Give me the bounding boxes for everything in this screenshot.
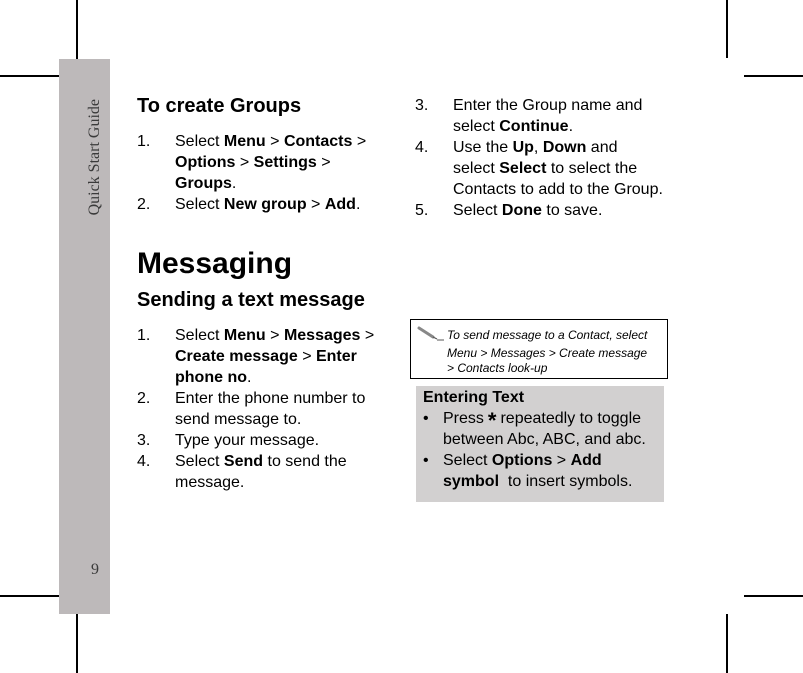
list-item: 4. Use the Up, Down and select Select to select the Contacts to add to the Group. — [415, 139, 663, 198]
note-text: Menu > Messages > Create message — [447, 346, 648, 360]
crop-mark — [0, 595, 59, 597]
star-key-icon: * — [487, 408, 497, 433]
messaging-steps — [137, 325, 397, 493]
note-text: To send message to a Contact, select — [447, 328, 648, 342]
list-item: 4. Select Send to send the message. — [137, 453, 347, 491]
crop-mark — [0, 75, 59, 77]
note-box — [410, 319, 668, 379]
crop-mark — [726, 0, 728, 58]
crop-mark — [76, 614, 78, 673]
bullet: • — [423, 452, 429, 469]
crop-mark — [76, 0, 78, 59]
pencil-icon — [417, 326, 445, 342]
messaging-heading: Messaging — [137, 247, 293, 280]
page-number: 9 — [91, 561, 99, 578]
entering-text-tip — [416, 386, 664, 502]
crop-mark — [744, 75, 803, 77]
groups-heading: To create Groups — [137, 95, 302, 117]
list-item: 3. Type your message. — [137, 432, 320, 449]
list-item: 3. Enter the Group name and select Continue. — [415, 97, 643, 135]
list-item: 2. Enter the phone number to send message to. — [137, 390, 366, 428]
list-item: 5. Select Done to save. — [415, 202, 603, 219]
groups-steps-right — [415, 95, 685, 221]
tip-line: between Abc, ABC, and abc. — [443, 431, 646, 448]
note-text: > Contacts look-up — [447, 361, 548, 375]
tip-line: Press * repeatedly to toggle — [443, 408, 642, 433]
bullet: • — [423, 410, 429, 427]
list-item: 1. Select Menu > Messages > Create message > Enter phone no. — [137, 327, 375, 386]
tip-title: Entering Text — [423, 389, 525, 406]
crop-mark — [726, 614, 728, 673]
crop-mark — [744, 595, 803, 597]
guide-title: Quick Start Guide — [86, 99, 103, 216]
list-item: 2. Select New group > Add. — [137, 196, 361, 213]
sending-subheading: Sending a text message — [137, 289, 365, 311]
tip-line: symbol to insert symbols. — [443, 473, 633, 490]
tip-line: Select Options > Add — [443, 452, 602, 469]
list-item: 1. Select Menu > Contacts > Options > Settings > Groups. — [137, 133, 367, 192]
groups-steps-left — [137, 131, 387, 215]
